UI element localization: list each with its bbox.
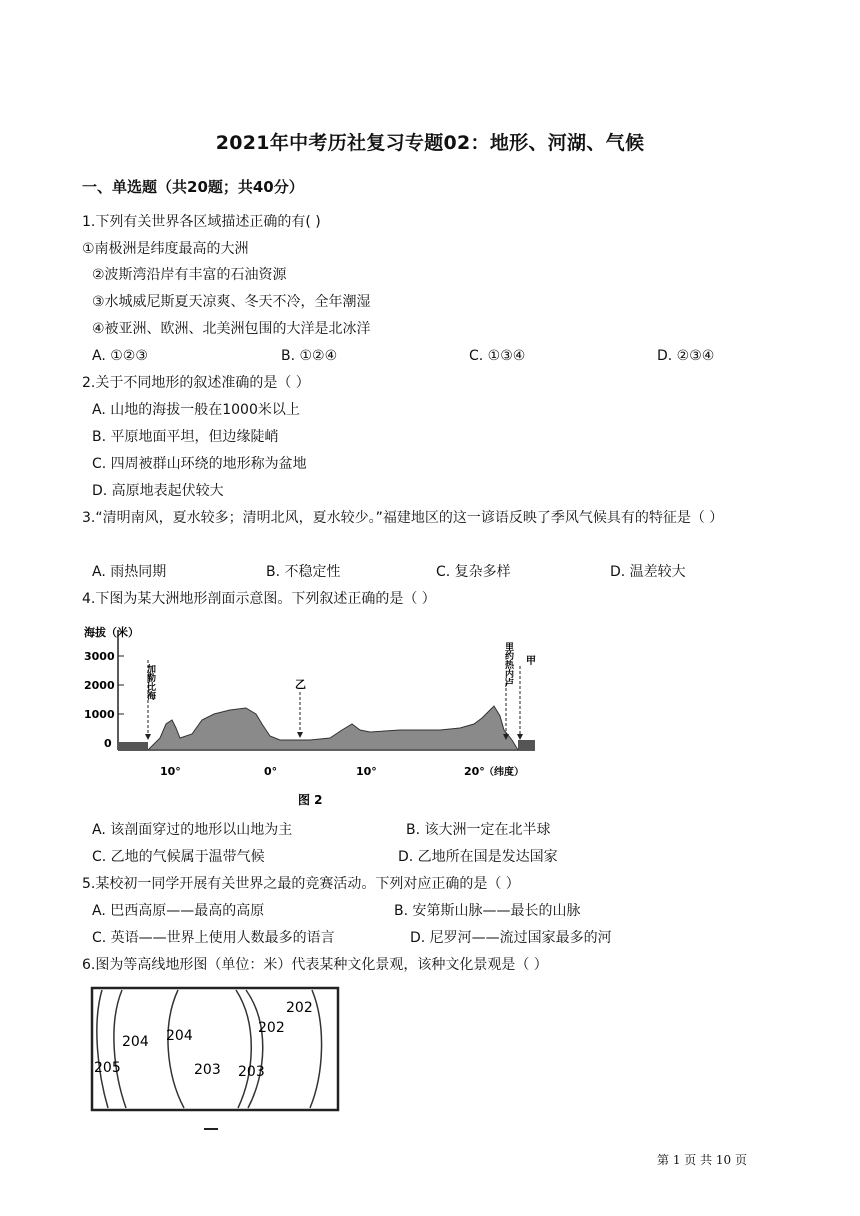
contour-label-202b: 202	[286, 1000, 313, 1016]
y-tick-3000: 3000	[84, 650, 115, 663]
q4-option-c[interactable]: C. 乙地的气候属于温带气候	[92, 849, 265, 865]
y-tick-1000: 1000	[84, 708, 115, 721]
q5-option-d[interactable]: D. 尼罗河——流过国家最多的河	[410, 930, 612, 946]
q1-option-d[interactable]: D. ②③④	[657, 348, 715, 364]
label-caribbean: 加勒比海	[145, 664, 155, 700]
ocean-bar	[518, 740, 535, 750]
q2-stem: 2.关于不同地形的叙述准确的是（ ）	[82, 375, 310, 391]
q1-stem: 1.下列有关世界各区域描述正确的有( )	[82, 214, 321, 230]
q5-stem: 5.某校初一同学开展有关世界之最的竞赛活动。下列对应正确的是（ ）	[82, 876, 520, 892]
x-tick-10-north: 10°	[160, 765, 181, 778]
q5-option-a[interactable]: A. 巴西高原——最高的高原	[92, 903, 265, 919]
q1-option-a[interactable]: A. ①②③	[92, 348, 148, 364]
q2-option-c[interactable]: C. 四周被群山环绕的地形称为盆地	[92, 456, 307, 472]
y-axis-label: 海拔（米）	[84, 626, 139, 639]
section-heading: 一、单选题（共20题；共40分）	[82, 178, 304, 196]
contour-map-figure	[88, 984, 342, 1132]
contour-label-203a: 203	[194, 1062, 221, 1078]
q4-option-a[interactable]: A. 该剖面穿过的地形以山地为主	[92, 822, 293, 838]
page-footer: 第 1 页 共 10 页	[657, 1153, 747, 1167]
y-tick-2000: 2000	[84, 679, 115, 692]
q6-stem: 6.图为等高线地形图（单位：米）代表某种文化景观，该种文化景观是（ ）	[82, 957, 548, 973]
contour-label-202a: 202	[258, 1020, 285, 1036]
x-tick-10-south: 10°	[356, 765, 377, 778]
label-jia: 甲	[526, 656, 536, 667]
q1-item-1: ①南极洲是纬度最高的大洲	[82, 241, 249, 257]
q3-option-a[interactable]: A. 雨热同期	[92, 564, 167, 580]
q3-option-b[interactable]: B. 不稳定性	[266, 564, 341, 580]
q1-item-4: ④被亚洲、欧洲、北美洲包围的大洋是北冰洋	[92, 321, 371, 337]
q1-item-3: ③水城威尼斯夏天凉爽、冬天不冷，全年潮湿	[92, 294, 371, 310]
y-tick-0: 0	[104, 737, 112, 750]
q3-stem: 3.“清明南风，夏水较多；清明北风，夏水较少。”福建地区的这一谚语反映了季风气候具有的特征是（ ）	[82, 510, 724, 526]
q1-option-c[interactable]: C. ①③④	[469, 348, 526, 364]
q5-option-b[interactable]: B. 安第斯山脉——最长的山脉	[394, 903, 581, 919]
q1-item-2: ②波斯湾沿岸有丰富的石油资源	[92, 267, 287, 283]
q4-option-b[interactable]: B. 该大洲一定在北半球	[406, 822, 551, 838]
q3-option-c[interactable]: C. 复杂多样	[436, 564, 511, 580]
q2-option-b[interactable]: B. 平原地面平坦，但边缘陡峭	[92, 429, 279, 445]
q4-stem: 4.下图为某大洲地形剖面示意图。下列叙述正确的是（ ）	[82, 591, 436, 607]
x-axis-label: （纬度）	[484, 767, 524, 778]
figure-caption: 图 2	[298, 793, 323, 807]
contour-label-203b: 203	[238, 1064, 265, 1080]
caribbean-sea-bar	[118, 742, 148, 750]
contour-label-204b: 204	[166, 1028, 193, 1044]
q4-option-d[interactable]: D. 乙地所在国是发达国家	[398, 849, 558, 865]
label-rio: 里约热内卢	[503, 642, 513, 687]
contour-label-204a: 204	[122, 1034, 149, 1050]
page-title: 2021年中考历社复习专题02：地形、河湖、气候	[215, 132, 645, 154]
label-yi: 乙	[295, 678, 306, 691]
x-tick-0: 0°	[264, 765, 278, 778]
q3-option-d[interactable]: D. 温差较大	[610, 564, 686, 580]
terrain-profile-figure	[80, 620, 542, 812]
q2-option-d[interactable]: D. 高原地表起伏较大	[92, 483, 224, 499]
q5-option-c[interactable]: C. 英语——世界上使用人数最多的语言	[92, 930, 335, 946]
q2-option-a[interactable]: A. 山地的海拔一般在1000米以上	[92, 402, 300, 418]
q1-option-b[interactable]: B. ①②④	[281, 348, 338, 364]
x-tick-20: 20°	[464, 765, 485, 778]
contour-label-205: 205	[94, 1060, 121, 1076]
